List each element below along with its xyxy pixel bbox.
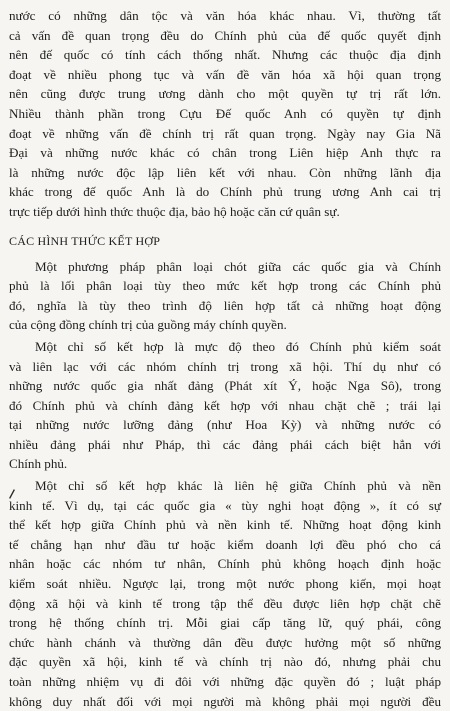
text-line: đoạt về những vấn đề chính trị rất quan trọng. Ngày nay Gia Nã (9, 125, 441, 141)
text-line: phủ là lối phân loại tùy theo mức kết hợp trong các Chính phủ (9, 278, 441, 294)
text-line: tại những nước lưỡng đảng (như Hoa Kỳ) và những nước có (9, 417, 441, 433)
text-line: không duy nhất đối với mọi người mà không phải mọi người đều (9, 693, 441, 709)
text-line: nhân hoặc các nhóm tư nhân, Chính phủ không hoạch định hoặc (9, 556, 441, 572)
section-heading: CÁC HÌNH THỨC KẾT HỢP (9, 233, 161, 248)
text-line: thể kết hợp giữa Chính phủ và nền kinh tế. Những hoạt động kinh (9, 517, 441, 533)
text-line: đặc quyền xã hội, kinh tế và chính trị nào đó, nhưng phải chu (9, 654, 441, 670)
text-line: khác trong đế quốc Anh là do Chính phủ trung ương Anh cai trị (9, 184, 441, 200)
paragraph-empire (9, 6, 441, 222)
text-line: Một chỉ số kết hợp khác là liên hệ giữa Chính phủ và nền (35, 478, 441, 494)
text-line: Đại và những nước khác có chân trong Liên hiệp Anh thực ra (9, 145, 441, 161)
paragraph-party-integration (9, 337, 441, 474)
text-line: Một chỉ số kết hợp là mực độ theo đó Chính phủ kiểm soát (35, 338, 441, 354)
text-line: trực tiếp dưới hình thức thuộc địa, bảo hộ hoặc căn cứ quân sự. (9, 203, 340, 219)
text-line: cả vấn đề quan trọng đều do Chính phủ của đế quốc quyết định (9, 27, 441, 43)
text-line: nên cũng được trung ương dành cho một quyền tự trị rất lớn. (9, 86, 441, 102)
text-line: là những nước độc lập liên kết với nhau. Còn những lãnh địa (9, 164, 441, 180)
paragraph-classification (9, 257, 441, 335)
text-line: của cộng đồng chính trị của guồng máy chính quyền. (9, 317, 287, 333)
text-line: Một phương pháp phân loại chót giữa các quốc gia và Chính (35, 258, 441, 274)
text-line: đó, nghĩa là tùy theo trình độ liên hợp tất cả những hoạt động (9, 297, 441, 313)
text-line: đó Chính phủ và chính đảng kết hợp với nhau chặt chẽ ; trái lại (9, 397, 441, 413)
text-line: Chính phủ. (9, 456, 68, 472)
text-line: kinh tế. Vì dụ, tại các quốc gia « tùy nghi hoạt động », ít có sự (9, 497, 441, 513)
text-line: chức hành chánh và thường dân đều được hưởng một số những (9, 634, 441, 650)
text-line: đoạt về nhiều phong tục và vấn đề văn hóa xã hội quan trọng (9, 66, 441, 82)
text-line: nước có những dân tộc và văn hóa khác nhau. Vì, thường tất (9, 8, 441, 23)
text-line: những nước quốc gia nhất đảng (Phát xít Ý, hoặc Nga Sô), trong (9, 378, 441, 394)
text-line: tế chẳng hạn như đầu tư hoặc kiểm doanh lợi đều phó cho cá (9, 536, 441, 552)
text-line: kiểm soát nhiều. Ngược lại, trong một nước phong kiến, mọi hoạt (9, 576, 441, 592)
text-line: động xã hội và kinh tế trong tập thể đều được liên hợp chặt chẽ (9, 595, 441, 611)
text-line: nhiều đảng phái như Pháp, thì các đảng phái cách biệt hẳn với (9, 436, 441, 452)
text-line: trong hệ thống chính trị. Mỗi giai cấp tăng lữ, quý phái, công (9, 615, 441, 631)
paragraph-economy-integration (9, 476, 441, 711)
text-line: nên đế quốc có tính cách thống nhất. Nhưng các thuộc địa định (9, 47, 441, 63)
text-line: và liên lạc với các nhóm chính trị trong xã hội. Thí dụ như có (9, 358, 441, 374)
text-line: Nhiều thành phần trong Cựu Đế quốc Anh có quyền tự định (9, 105, 441, 121)
text-line: toàn những nhiệm vụ đi đôi với những đặc quyền đó ; luật pháp (9, 674, 441, 689)
